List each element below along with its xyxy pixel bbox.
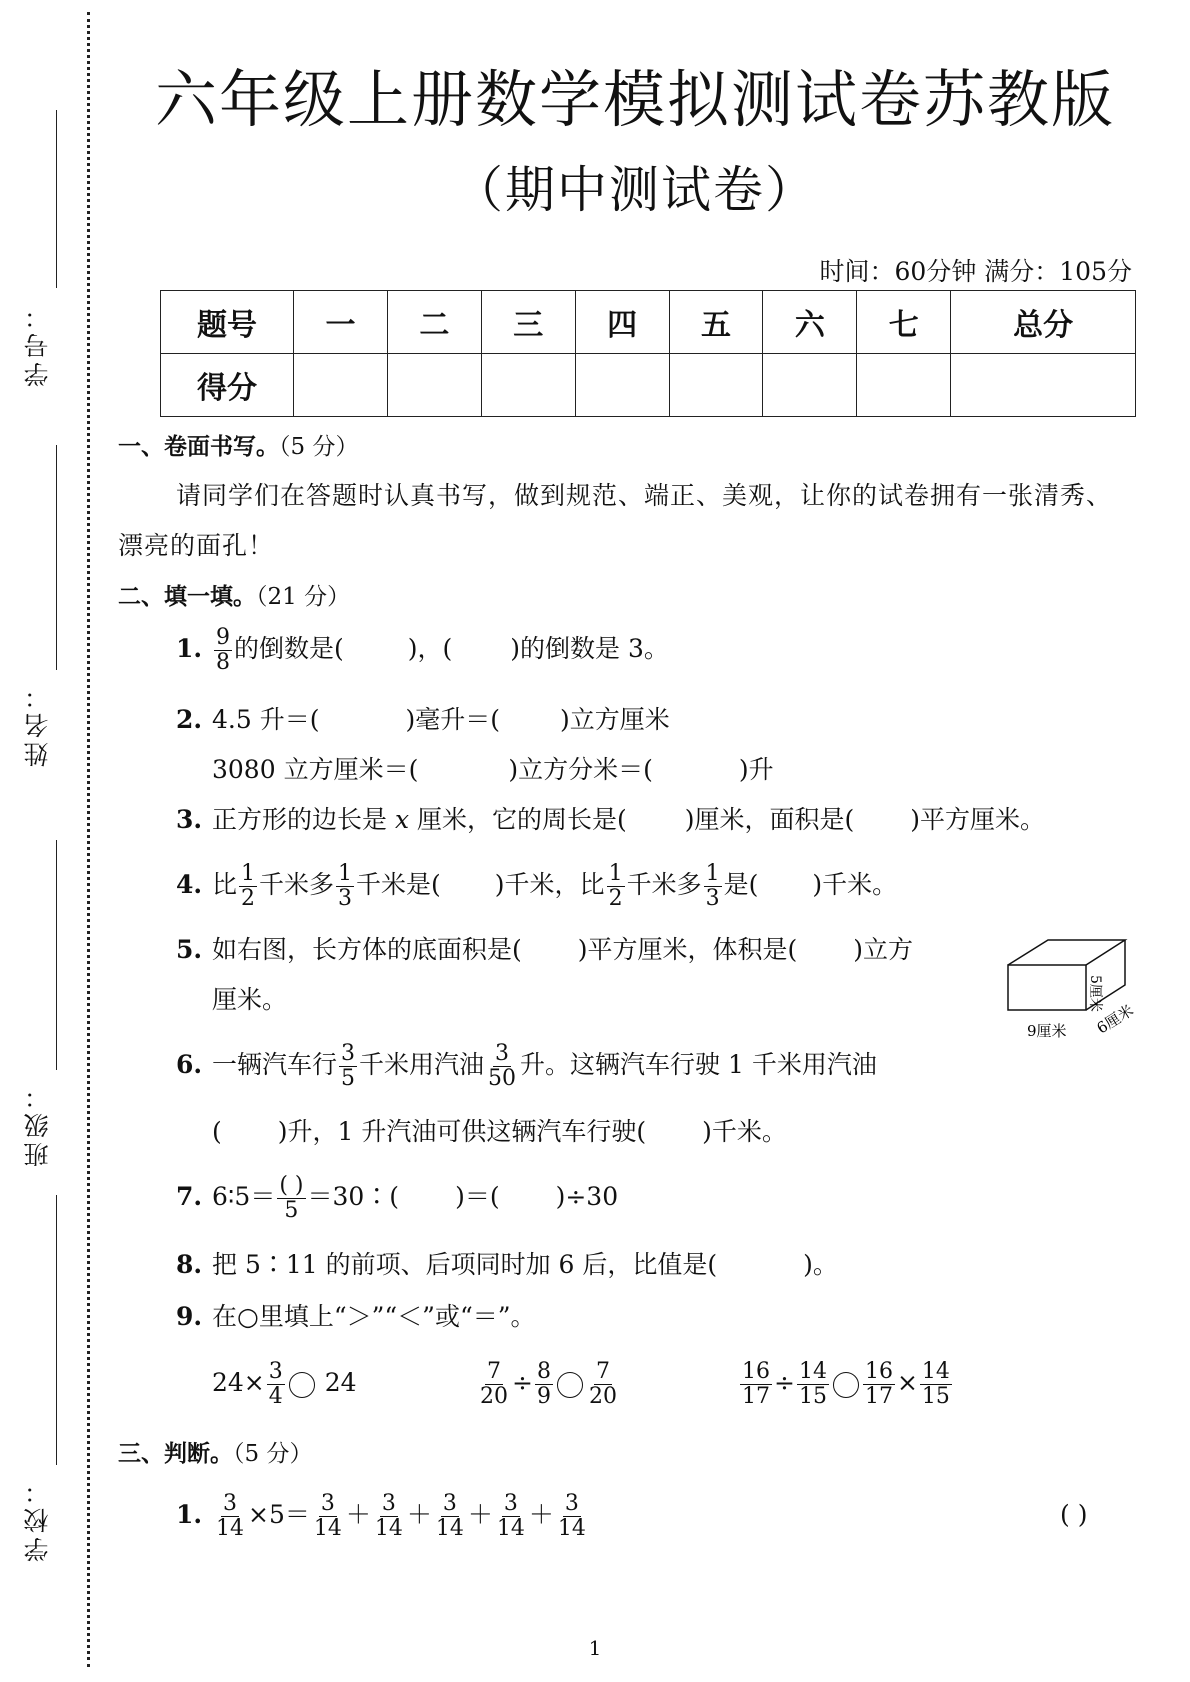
question-text: 千米多 — [626, 870, 702, 899]
class-label: 班级： — [23, 1080, 52, 1167]
question-text: 正方形的边长是 — [212, 805, 395, 834]
denominator: 14 — [557, 1516, 586, 1541]
time-and-score-info: 时间：60分钟 满分：105分 — [819, 257, 1132, 286]
school-label: 学校： — [23, 1475, 52, 1562]
numerator: 14 — [798, 1359, 827, 1384]
section-2-points: （21 分） — [256, 584, 351, 610]
fraction — [607, 862, 625, 911]
question-text: 千米是( — [356, 870, 441, 899]
numerator: 3 — [503, 1491, 518, 1516]
score-input-cell[interactable] — [575, 354, 669, 417]
compare-circle[interactable] — [289, 1372, 315, 1398]
denominator: 8 — [216, 650, 230, 675]
score-table-cell: 五 — [669, 291, 763, 354]
question-text: 如右图，长方体的底面积是( — [212, 935, 522, 964]
section-2-title: 二、填一填。 — [118, 584, 256, 610]
fraction — [339, 1042, 357, 1091]
compare-circle[interactable] — [833, 1372, 859, 1398]
score-table-cell: 七 — [857, 291, 951, 354]
operator: ＋ — [406, 1500, 432, 1529]
school-line[interactable] — [56, 1195, 57, 1465]
denominator: 50 — [488, 1066, 517, 1091]
score-input-cell[interactable] — [387, 354, 481, 417]
denominator: 14 — [374, 1516, 403, 1541]
denominator: 17 — [742, 1384, 770, 1409]
score-input-cell[interactable] — [481, 354, 575, 417]
operator: × — [896, 1368, 918, 1397]
compare-circle[interactable] — [557, 1372, 583, 1398]
score-input-cell[interactable] — [763, 354, 857, 417]
name-label: 姓名： — [23, 680, 52, 767]
denominator: 14 — [435, 1516, 464, 1541]
numerator: 1 — [241, 861, 256, 886]
question-text: 6∶5＝ — [212, 1182, 276, 1211]
cuboid-figure — [1005, 935, 1165, 1045]
numerator: 3 — [381, 1491, 396, 1516]
student-id-label: 学号： — [23, 300, 52, 387]
denominator: 17 — [864, 1384, 893, 1409]
page-subtitle: （期中测试卷） — [453, 161, 817, 219]
denominator: 20 — [588, 1384, 617, 1409]
question-text: ( — [212, 1117, 222, 1146]
operator: ＋ — [467, 1500, 493, 1529]
fraction — [535, 1360, 553, 1409]
score-input-cell[interactable] — [951, 354, 1136, 417]
question-text: 升。这辆汽车行驶 1 千米用汽油 — [520, 1050, 877, 1079]
question-2-5 — [176, 925, 913, 975]
score-table-cell: 得分 — [161, 354, 294, 417]
numerator: 3 — [268, 1359, 283, 1384]
page-title: 六年级上册数学模拟测试卷苏教版 — [154, 63, 1115, 136]
numerator: 16 — [864, 1359, 893, 1384]
numerator: 3 — [495, 1041, 510, 1066]
denominator: 15 — [921, 1384, 950, 1409]
section-3-heading — [118, 1435, 312, 1468]
score-table-score-row — [161, 354, 1136, 417]
page-number: 1 — [588, 1636, 602, 1660]
question-text: )。 — [803, 1250, 838, 1279]
fraction — [486, 1042, 518, 1091]
score-table-cell: 题号 — [161, 291, 294, 354]
score-input-cell[interactable] — [294, 354, 388, 417]
numerator: 9 — [216, 625, 230, 650]
numerator: 3 — [442, 1491, 457, 1516]
question-text: )立方厘米 — [559, 705, 670, 734]
comparison-1 — [212, 1358, 357, 1409]
question-number: 4. — [176, 870, 203, 899]
question-2-6-line2 — [212, 1107, 787, 1157]
score-table-cell: 四 — [575, 291, 669, 354]
question-2-4 — [176, 860, 897, 911]
question-number: 2. — [176, 705, 203, 734]
fraction — [740, 1360, 772, 1409]
numerator: 7 — [595, 1359, 610, 1384]
fraction — [373, 1492, 405, 1541]
judgement-answer-paren[interactable]: ( ) — [1060, 1500, 1088, 1529]
question-2-5-line2: 厘米。 — [212, 985, 288, 1014]
section-3-points: （5 分） — [233, 1441, 313, 1467]
question-number: 1. — [176, 1500, 203, 1529]
numerator: 3 — [320, 1491, 335, 1516]
question-2-9 — [176, 1292, 536, 1342]
fraction — [920, 1360, 952, 1409]
score-table-cell: 总分 — [951, 291, 1136, 354]
score-table-cell: 三 — [481, 291, 575, 354]
numerator: 1 — [705, 861, 720, 886]
operator: ×5＝ — [248, 1500, 310, 1529]
fraction — [312, 1492, 344, 1541]
question-text: )毫升＝( — [405, 705, 500, 734]
score-table-header-row — [161, 291, 1136, 354]
section-2-heading — [118, 578, 350, 611]
numerator-blank[interactable]: ( ) — [279, 1173, 304, 1198]
fraction — [495, 1492, 527, 1541]
question-text: 3080 立方厘米＝( — [212, 755, 419, 784]
question-number: 3. — [176, 805, 203, 834]
question-2-2 — [176, 695, 670, 745]
fraction — [478, 1360, 510, 1409]
numerator: 8 — [536, 1359, 551, 1384]
numerator: 16 — [742, 1359, 770, 1384]
question-text: 的倒数是( — [234, 634, 344, 663]
denominator: 2 — [608, 886, 623, 911]
fraction — [267, 1360, 285, 1409]
question-text: )升，1 升汽油可供这辆汽车行驶( — [277, 1117, 647, 1146]
denominator: 4 — [268, 1384, 283, 1409]
denominator: 3 — [338, 886, 353, 911]
fraction — [214, 626, 232, 675]
score-table-cell: 一 — [294, 291, 388, 354]
question-text: )立方 — [853, 935, 914, 964]
question-text: )，( — [407, 634, 453, 663]
denominator: 20 — [480, 1384, 508, 1409]
question-text: )千米。 — [812, 870, 898, 899]
numerator: 14 — [921, 1359, 950, 1384]
operator: ＋ — [345, 1500, 371, 1529]
binding-dotted-line — [87, 12, 90, 1667]
section-1-text-line1: 请同学们在答题时认真书写，做到规范、端正、美观，让你的试卷拥有一张清秀、 — [176, 481, 1113, 510]
numerator: 1 — [608, 861, 623, 886]
question-text: )升 — [738, 755, 774, 784]
denominator: 2 — [241, 886, 256, 911]
denominator: 5 — [341, 1066, 356, 1091]
question-2-7 — [176, 1172, 618, 1223]
operator: ＋ — [528, 1500, 554, 1529]
fraction — [797, 1360, 829, 1409]
fraction — [336, 862, 354, 911]
cuboid-height-label: 5厘米 — [1087, 975, 1103, 1012]
question-text: )＝( — [455, 1182, 500, 1211]
cuboid-length-label: 9厘米 — [1027, 1022, 1067, 1040]
question-number: 1. — [176, 634, 203, 663]
question-number: 6. — [176, 1050, 203, 1079]
fraction — [704, 862, 722, 911]
name-line[interactable] — [56, 445, 57, 670]
fraction — [587, 1360, 619, 1409]
numerator: 1 — [338, 861, 353, 886]
score-table — [160, 290, 1136, 417]
question-text: 在○里填上“＞”“＜”或“＝”。 — [212, 1302, 536, 1331]
question-text: )平方厘米。 — [910, 805, 1046, 834]
fraction — [214, 1492, 246, 1541]
numerator: 7 — [487, 1359, 501, 1384]
section-1-points: （5 分） — [279, 434, 359, 460]
question-2-1 — [176, 624, 669, 675]
operator: ÷ — [774, 1368, 795, 1397]
denominator: 14 — [216, 1516, 244, 1541]
numerator: 3 — [341, 1041, 356, 1066]
operator: ÷ — [512, 1368, 533, 1397]
question-text: 千米用汽油 — [359, 1050, 485, 1079]
section-1-heading — [118, 428, 358, 461]
question-number: 7. — [176, 1182, 203, 1211]
expression-text: 24 — [316, 1368, 357, 1397]
fraction — [556, 1492, 588, 1541]
comparison-2 — [476, 1358, 621, 1409]
denominator: 9 — [536, 1384, 551, 1409]
denominator: 15 — [798, 1384, 827, 1409]
score-table-cell: 二 — [387, 291, 481, 354]
question-2-6 — [176, 1040, 877, 1091]
class-line[interactable] — [56, 840, 57, 1070]
question-2-2-line2 — [212, 745, 774, 795]
question-text: )的倒数是 3。 — [510, 634, 669, 663]
student-id-line[interactable] — [56, 110, 57, 288]
fraction — [239, 862, 257, 911]
section-3-title: 三、判断。 — [118, 1441, 233, 1467]
question-text: 4.5 升＝( — [212, 705, 320, 734]
question-text: )÷30 — [555, 1182, 619, 1211]
question-text: 比 — [212, 870, 238, 899]
question-text: )立方分米＝( — [508, 755, 653, 784]
question-number: 5. — [176, 935, 203, 964]
question-2-3 — [176, 795, 1045, 845]
score-input-cell[interactable] — [669, 354, 763, 417]
denominator: 14 — [496, 1516, 525, 1541]
question-text: )千米，比 — [494, 870, 605, 899]
question-text: )千米。 — [702, 1117, 787, 1146]
fraction — [277, 1174, 305, 1223]
score-input-cell[interactable] — [857, 354, 951, 417]
section-1-text-line2: 漂亮的面孔！ — [118, 531, 275, 560]
question-text: )平方厘米，体积是( — [577, 935, 798, 964]
comparison-3 — [738, 1358, 954, 1409]
question-3-1 — [176, 1490, 590, 1541]
question-text: 把 5∶11 的前项、后项同时加 6 后，比值是( — [212, 1250, 718, 1279]
score-table-cell: 六 — [763, 291, 857, 354]
cuboid-width-label: 6厘米 — [1093, 1001, 1137, 1038]
variable: x — [394, 805, 410, 834]
question-2-8 — [176, 1240, 838, 1290]
question-text: 是( — [723, 870, 759, 899]
expression-text: 24× — [212, 1368, 265, 1397]
question-text: 一辆汽车行 — [212, 1050, 338, 1079]
denominator: 14 — [313, 1516, 342, 1541]
fraction — [863, 1360, 895, 1409]
question-text: 千米多 — [259, 870, 335, 899]
denominator: 5 — [284, 1198, 299, 1223]
question-number: 9. — [176, 1302, 203, 1331]
numerator: 3 — [223, 1491, 237, 1516]
question-text: ＝30∶( — [307, 1182, 400, 1211]
question-text: 厘米，它的周长是( — [409, 805, 627, 834]
question-number: 8. — [176, 1250, 203, 1279]
denominator: 3 — [705, 886, 720, 911]
numerator: 3 — [564, 1491, 579, 1516]
section-1-title: 一、卷面书写。 — [118, 434, 279, 460]
question-text: )厘米，面积是( — [684, 805, 855, 834]
fraction — [434, 1492, 466, 1541]
